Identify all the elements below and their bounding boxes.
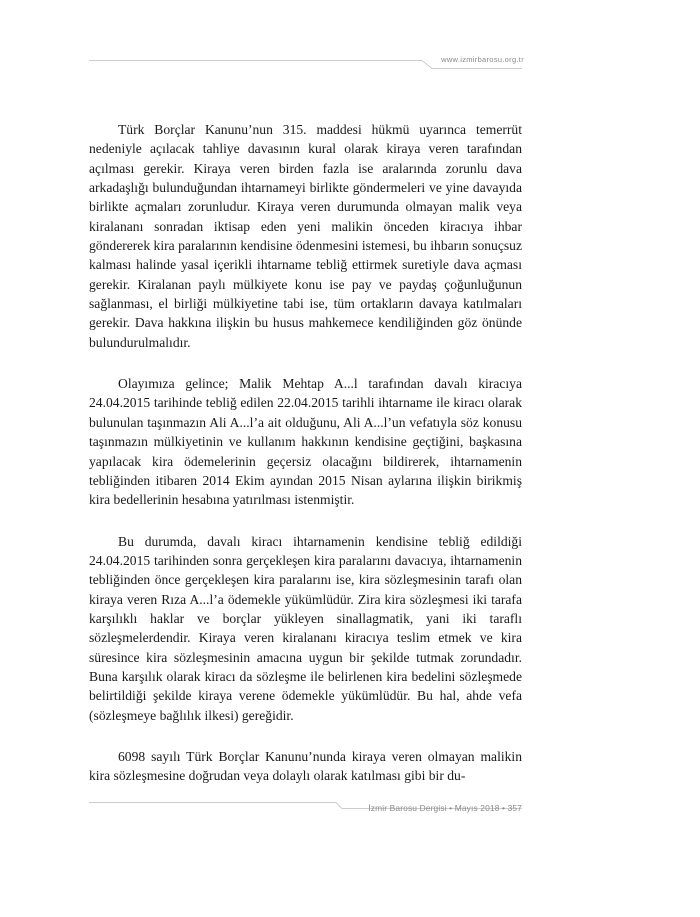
paragraph: Olayımıza gelince; Malik Mehtap A...l tarafından davalı kiracıya 24.04.2015 tarihinde tebliğ edilen 22.04.2015 tarihli ihtarname ile kiracı olarak bulunulan taşınmazın Ali A...l’a ait olduğunu, Ali A...l’un vefatıyla söz konusu taşınmazın mülkiyetinin ve kullanım hakkının kendisine geçtiğini, başkasına yapılacak kira ödemelerinin geçersiz olacağını bildirerek, ihtarnamenin tebliğinden itibaren 2014 Ekim ayından 2015 Nisan aylarına ilişkin birikmiş kira bedellerinin hesabına yatırılması istenmiştir. xyxy=(89,376,522,508)
header-rule xyxy=(0,0,700,80)
paragraph: Türk Borçlar Kanunu’nun 315. maddesi hükmü uyarınca temerrüt nedeniyle açılacak tahliye davasının kural olarak kiraya veren tarafından açılması gerekir. Kiraya veren birden fazla ise aralarında zorunlu dava arkadaşlığı bulunduğundan ihtarnameyi birlikte göndermeleri ve yine davayıda birlikte açmaları zorunludur. Kiraya veren durumunda olmayan malik veya kiralananı sonradan iktisap eden yeni malikin önceden kiracıya ihbar göndererek kira paralarının kendisine ödenmesini istemesi, bu ihbarın sonuçsuz kalması halinde yasal içerikli ihtarname tebliğ ettirmek suretiyle dava açması gerekir. Kiralanan paylı mülkiyete konu ise pay ve paydaş çoğunluğunun sağlanması, el birliği mülkiyetine tabi ise, tüm ortakların davaya katılmaları gerekir. Dava hakkına ilişkin bu husus mahkemece kendiliğinden göz önünde bulundurulmalıdır. xyxy=(89,122,522,350)
article-body xyxy=(89,120,522,808)
footer-rule xyxy=(0,800,700,820)
page-header xyxy=(0,0,700,80)
page-footer xyxy=(0,800,700,820)
footer-journal-info: İzmir Barosu Dergisi • Mayıs 2018 • 357 xyxy=(368,803,522,813)
paragraph: 6098 sayılı Türk Borçlar Kanunu’nunda kiraya veren olmayan malikin kira sözleşmesine doğrudan veya dolaylı olarak katılması gibi bir du- xyxy=(89,748,522,784)
site-url: www.izmirbarosu.org.tr xyxy=(441,55,524,64)
paragraph: Bu durumda, davalı kiracı ihtarnamenin kendisine tebliğ edildiği 24.04.2015 tarihinden sonra gerçekleşen kira paralarını davacıya, ihtarnamenin tebliğinden önce gerçekleşen kira paralarını ise, kira sözleşmesinin tarafı olan kiraya veren Rıza A...l’a ödemekle yükümlüdür. Zira kira sözleşmesi iki tarafa karşılıklı haklar ve borçlar yükleyen sinallagmatik, yani iki taraflı sözleşmelerdendir. Kiraya veren kiralananı kiracıya teslim etmek ve kira süresince kira sözleşmesinin amacına uygun bir şekilde tutmak zorundadır. Buna karşılık olarak kiracı da sözleşme ile belirlenen kira bedelini sözleşmede belirtildiği şekilde kiraya verene ödemekle yükümlüdür. Bu hal, ahde vefa (sözleşmeye bağlılık ilkesi) gereğidir. xyxy=(89,533,522,723)
